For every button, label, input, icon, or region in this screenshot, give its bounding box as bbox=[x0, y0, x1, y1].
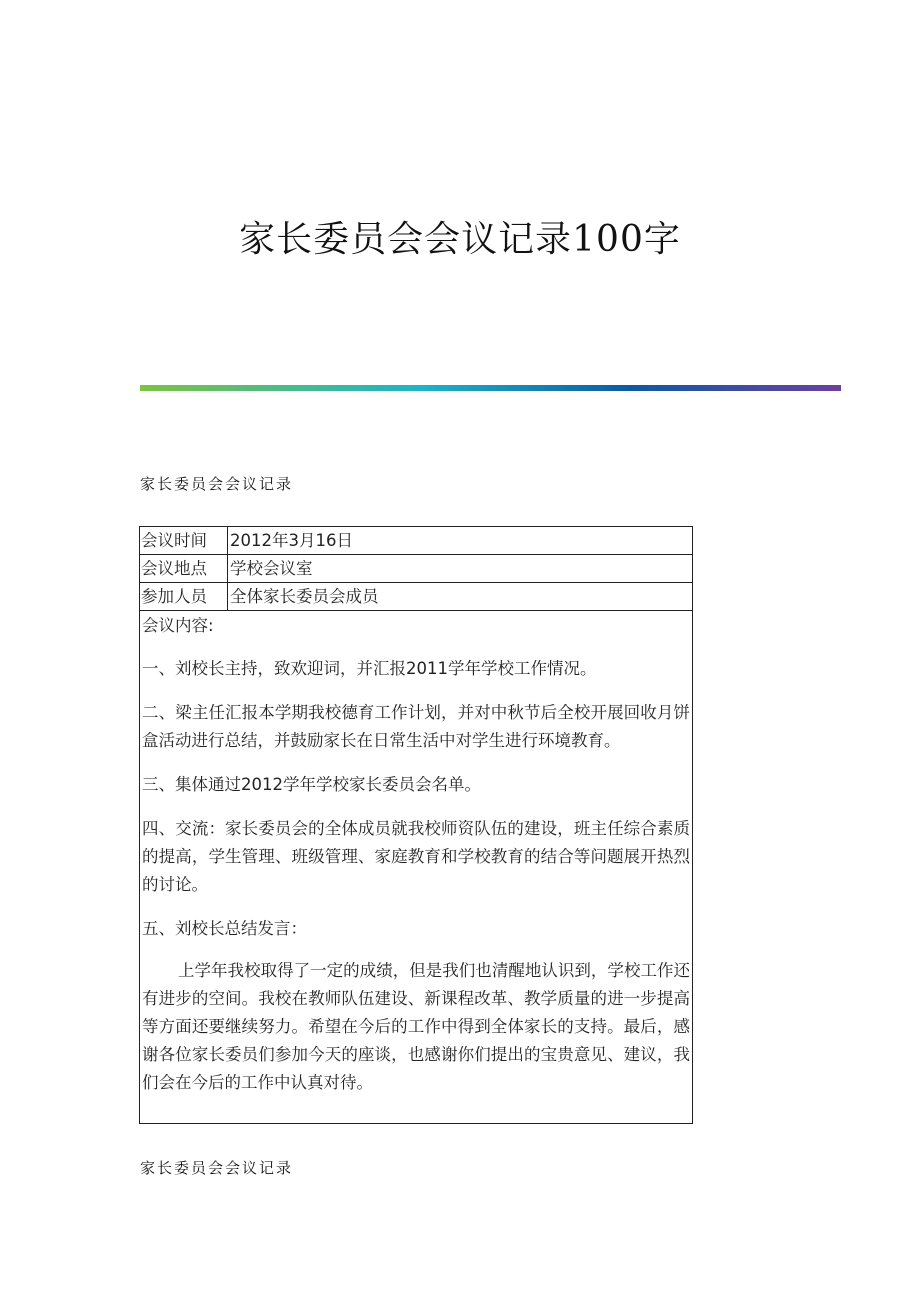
content-paragraph-2: 二、梁主任汇报本学期我校德育工作计划，并对中秋节后全校开展回收月饼盒活动进行总结，并鼓励家长在日常生活中对学生进行环境教育。 bbox=[142, 703, 690, 750]
info-key-attendees: 参加人员 bbox=[140, 583, 228, 610]
document-title: 家长委员会会议记录100字 bbox=[239, 219, 681, 260]
section-label-bottom: 家长委员会会议记录 bbox=[140, 1159, 294, 1177]
content-paragraph-6: 上学年我校取得了一定的成绩，但是我们也清醒地认识到，学校工作还有进步的空间。我校在教师队伍建设、新课程改革、教学质量的进一步提高等方面还要继续努力。希望在今后的工作中得到全体家长的支持。最后，感谢各位家长委员们参加今天的座谈，也感谢你们提出的宝贵意见、建议，我们会在今后的工作中认真对待。 bbox=[142, 961, 690, 1092]
gradient-divider bbox=[140, 385, 841, 391]
info-key-place: 会议地点 bbox=[140, 555, 228, 582]
content-paragraph-1: 一、刘校长主持，致欢迎词，并汇报2011学年学校工作情况。 bbox=[142, 659, 597, 678]
meeting-record-table bbox=[139, 526, 693, 1124]
info-value-time: 2012年3月16日 bbox=[230, 531, 353, 550]
info-row-attendees bbox=[140, 583, 692, 611]
content-paragraph-5: 五、刘校长总结发言： bbox=[142, 919, 307, 938]
content-heading: 会议内容: bbox=[142, 616, 214, 635]
info-value-attendees: 全体家长委员会成员 bbox=[230, 587, 379, 606]
content-paragraph-3: 三、集体通过2012学年学校家长委员会名单。 bbox=[142, 775, 481, 794]
section-label-top: 家长委员会会议记录 bbox=[140, 475, 294, 493]
info-value-place: 学校会议室 bbox=[230, 559, 313, 578]
info-row-time bbox=[140, 527, 692, 555]
meeting-content bbox=[140, 611, 692, 1097]
info-row-place bbox=[140, 555, 692, 583]
info-key-time: 会议时间 bbox=[140, 527, 228, 554]
content-paragraph-4: 四、交流：家长委员会的全体成员就我校师资队伍的建设，班主任综合素质的提高，学生管理、班级管理、家庭教育和学校教育的结合等问题展开热烈的讨论。 bbox=[142, 819, 690, 894]
